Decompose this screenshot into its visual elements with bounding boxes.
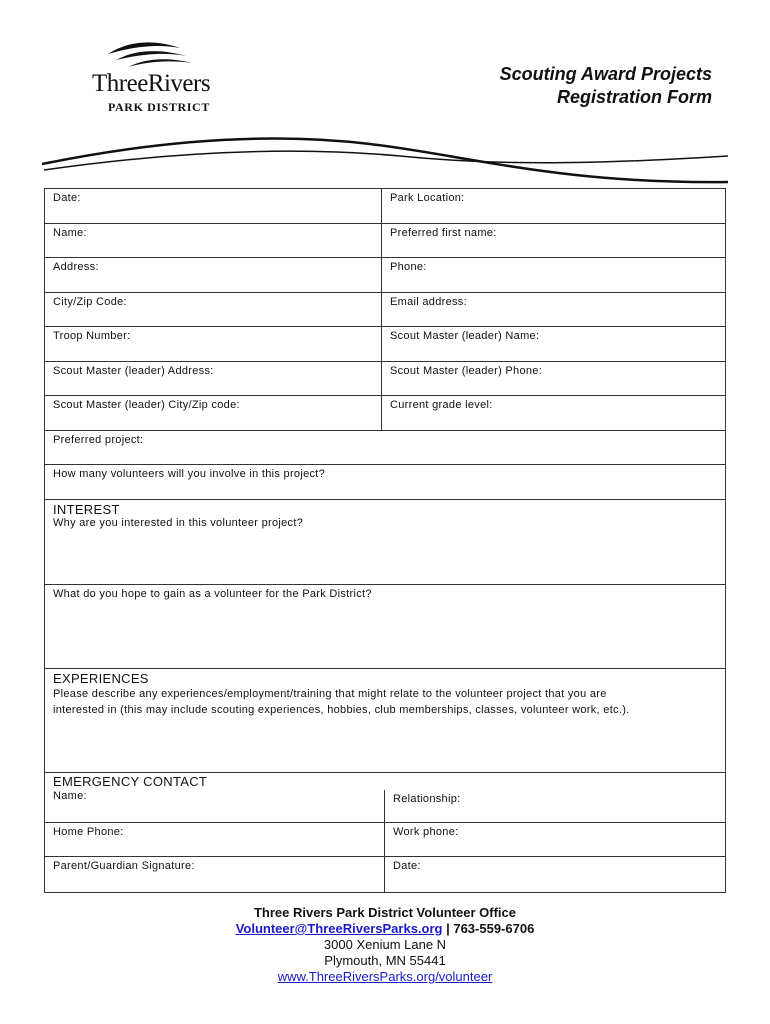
interest-heading: INTEREST: [53, 501, 120, 517]
current-grade-field[interactable]: Current grade level:: [390, 399, 493, 411]
work-phone-field[interactable]: Work phone:: [393, 825, 459, 838]
form-row: [45, 189, 725, 224]
contact-footer: [0, 905, 770, 985]
guardian-signature-field[interactable]: Parent/Guardian Signature:: [45, 857, 385, 892]
home-phone-field[interactable]: Home Phone:: [45, 823, 385, 857]
form-row: [45, 224, 725, 259]
office-name: Three Rivers Park District Volunteer Office: [253, 905, 517, 920]
interest-field[interactable]: [45, 500, 725, 584]
email-field[interactable]: Email address:: [390, 295, 467, 308]
interest-section: [45, 500, 725, 585]
preferred-project-field[interactable]: Preferred project:: [53, 433, 144, 446]
form-row: [45, 293, 725, 328]
office-phone: | 763-559-6706: [442, 921, 535, 936]
form-row: [45, 396, 725, 431]
form-title-line2: Registration Form: [556, 87, 712, 107]
emergency-heading-row: [45, 773, 725, 790]
emergency-name-field[interactable]: Name:: [45, 790, 385, 822]
park-district-logo: [88, 40, 228, 120]
volunteer-count-field[interactable]: How many volunteers will you involve in this project?: [53, 468, 326, 480]
signature-date-field[interactable]: Date:: [393, 860, 421, 872]
form-row: [45, 431, 725, 466]
form-title: [500, 63, 712, 109]
birds-logo-icon: [106, 40, 196, 70]
city-zip-field[interactable]: City/Zip Code:: [45, 293, 382, 327]
experiences-prompt-line2: interested in (this may include scouting experiences, hobbies, club memberships, classes, volunteer work, etc.).: [53, 703, 630, 716]
form-row: [45, 465, 725, 500]
scout-master-address-field[interactable]: Scout Master (leader) Address:: [45, 362, 382, 396]
interest-question: Why are you interested in this volunteer project?: [53, 516, 304, 529]
form-row: [45, 362, 725, 397]
header-swoosh-divider: [40, 128, 730, 188]
phone-field[interactable]: Phone:: [390, 261, 427, 273]
logo-subtitle: PARK DISTRICT: [108, 100, 210, 114]
form-row: [45, 857, 725, 892]
form-row: [45, 790, 725, 823]
emergency-heading: EMERGENCY CONTACT: [53, 773, 208, 789]
experiences-field[interactable]: [45, 669, 725, 772]
volunteer-email-link[interactable]: Volunteer@ThreeRiversParks.org: [235, 921, 443, 936]
experiences-heading: EXPERIENCES: [53, 670, 149, 686]
name-field[interactable]: Name:: [45, 224, 382, 258]
experiences-section: [45, 669, 725, 773]
troop-number-field[interactable]: Troop Number:: [45, 327, 382, 361]
experiences-prompt-line1: Please describe any experiences/employment/training that might relate to the volunteer project that you are: [53, 687, 607, 700]
form-row: [45, 327, 725, 362]
volunteer-website-link[interactable]: www.ThreeRiversParks.org/volunteer: [277, 969, 493, 984]
gain-section: [45, 585, 725, 669]
date-field[interactable]: Date:: [45, 189, 382, 223]
street-address: 3000 Xenium Lane N: [323, 937, 447, 952]
registration-form: [44, 188, 726, 893]
scout-master-name-field[interactable]: Scout Master (leader) Name:: [390, 330, 540, 342]
park-location-field[interactable]: Park Location:: [390, 192, 465, 204]
address-field[interactable]: Address:: [45, 258, 382, 292]
city-address: Plymouth, MN 55441: [324, 953, 446, 968]
form-row: [45, 258, 725, 293]
logo-wordmark: ThreeRivers: [92, 70, 211, 97]
gain-field[interactable]: What do you hope to gain as a volunteer for the Park District?: [53, 587, 372, 600]
form-title-line1: Scouting Award Projects: [499, 64, 712, 84]
preferred-first-name-field[interactable]: Preferred first name:: [390, 226, 497, 239]
relationship-field[interactable]: Relationship:: [393, 792, 461, 805]
form-row: [45, 823, 725, 858]
contact-line: [0, 921, 770, 937]
scout-master-phone-field[interactable]: Scout Master (leader) Phone:: [390, 364, 543, 377]
scout-master-city-zip-field[interactable]: Scout Master (leader) City/Zip code:: [45, 396, 382, 430]
